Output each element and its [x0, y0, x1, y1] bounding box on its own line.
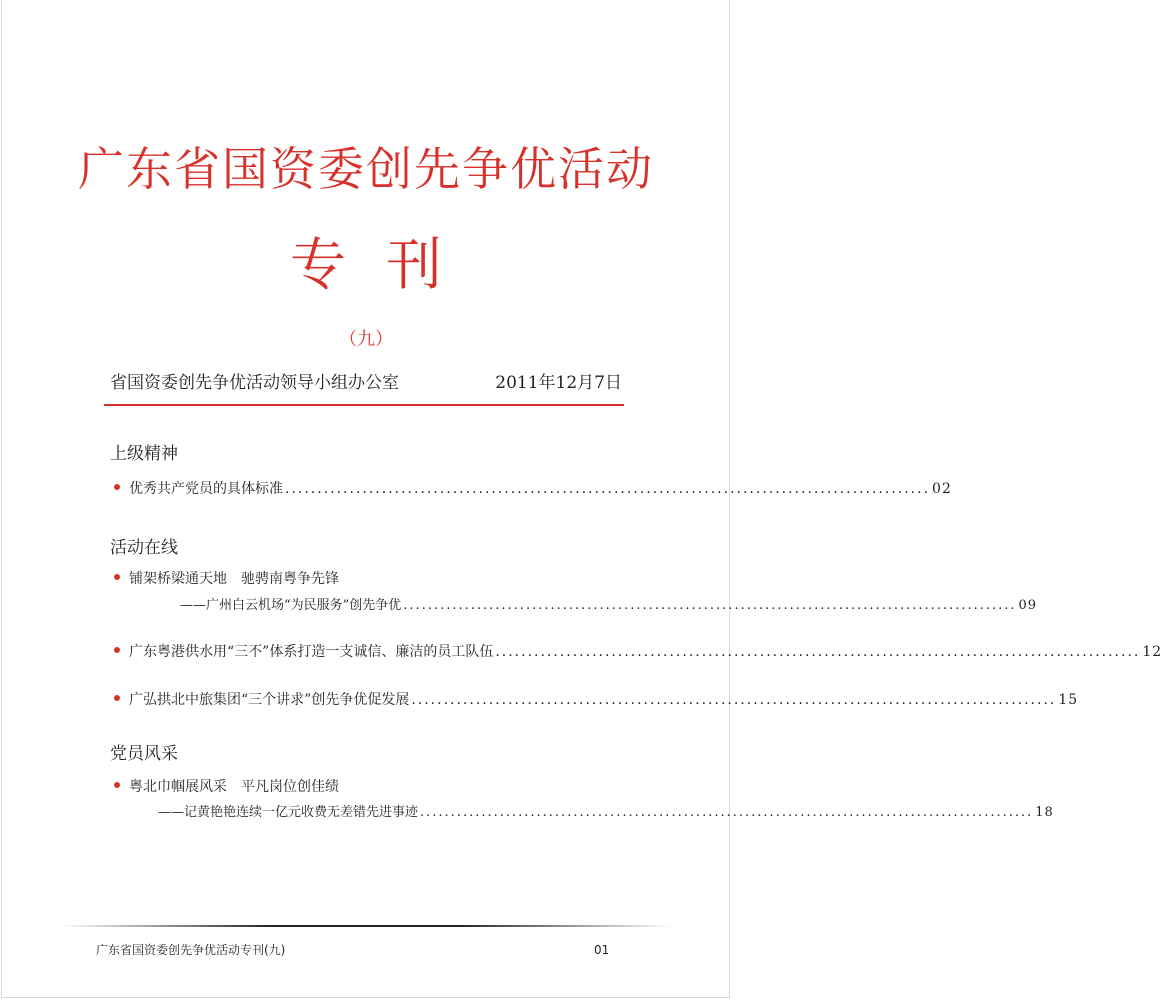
page-subtitle: 专刊: [290, 233, 482, 298]
issue-date: 2011年12月7日: [495, 373, 622, 393]
toc-entry-page: 15: [1058, 692, 1079, 708]
toc-entry[interactable]: [114, 777, 632, 797]
toc-entry[interactable]: [114, 569, 632, 589]
section-heading: 上级精神: [110, 444, 178, 464]
toc-entry[interactable]: [114, 690, 1079, 710]
toc-entry-page: 18: [1035, 805, 1054, 820]
toc-entry-page: 12: [1142, 644, 1162, 660]
page-title: 广东省国资委创先争优活动: [78, 142, 654, 196]
toc-entry-title: 铺架桥梁通天地 驰骋南粤争先锋: [129, 571, 339, 587]
section-heading: 党员风采: [110, 744, 178, 764]
toc-entry[interactable]: [114, 479, 952, 499]
toc-entry-title: 广东粤港供水用“三不”体系打造一支诚信、廉洁的员工队伍: [129, 644, 494, 660]
toc-entry-subtitle: ——记黄艳艳连续一亿元收费无差错先进事迹: [158, 805, 419, 820]
leader-dots: ....................................................................................................: [411, 692, 1057, 708]
bullet-icon: [114, 647, 120, 653]
toc-entry-title: 粤北巾帼展风采 平凡岗位创佳绩: [129, 779, 339, 795]
toc-entry-subtitle-row[interactable]: [180, 596, 1038, 616]
section-heading: 活动在线: [110, 538, 178, 558]
bullet-icon: [114, 695, 120, 701]
footer-publication: 广东省国资委创先争优活动专刊(九): [96, 943, 286, 957]
masthead-row: [110, 370, 622, 396]
toc-entry-page: 09: [1018, 598, 1038, 613]
leader-dots: ....................................................................................................: [285, 481, 931, 497]
bullet-icon: [114, 484, 120, 490]
toc-entry-subtitle-row[interactable]: [158, 803, 1054, 823]
issue-number: （九）: [339, 329, 393, 350]
footer-divider: [60, 925, 672, 927]
leader-dots: ....................................................................................................: [403, 598, 1017, 613]
toc-entry-subtitle: ——广州白云机场“为民服务”创先争优: [180, 598, 402, 613]
toc-entry-page: 02: [932, 481, 952, 497]
issuing-office: 省国资委创先争优活动领导小组办公室: [110, 373, 399, 393]
bullet-icon: [114, 574, 120, 580]
leader-dots: ....................................................................................................: [420, 805, 1034, 820]
masthead-divider: [104, 404, 624, 406]
footer-page-number: 01: [594, 943, 610, 957]
bullet-icon: [114, 782, 120, 788]
toc-entry-title: 广弘拱北中旅集团“三个讲求”创先争优促发展: [129, 692, 410, 708]
toc-entry-title: 优秀共产党员的具体标准: [129, 481, 283, 497]
leader-dots: ....................................................................................................: [495, 644, 1141, 660]
toc-entry[interactable]: [114, 642, 1162, 662]
